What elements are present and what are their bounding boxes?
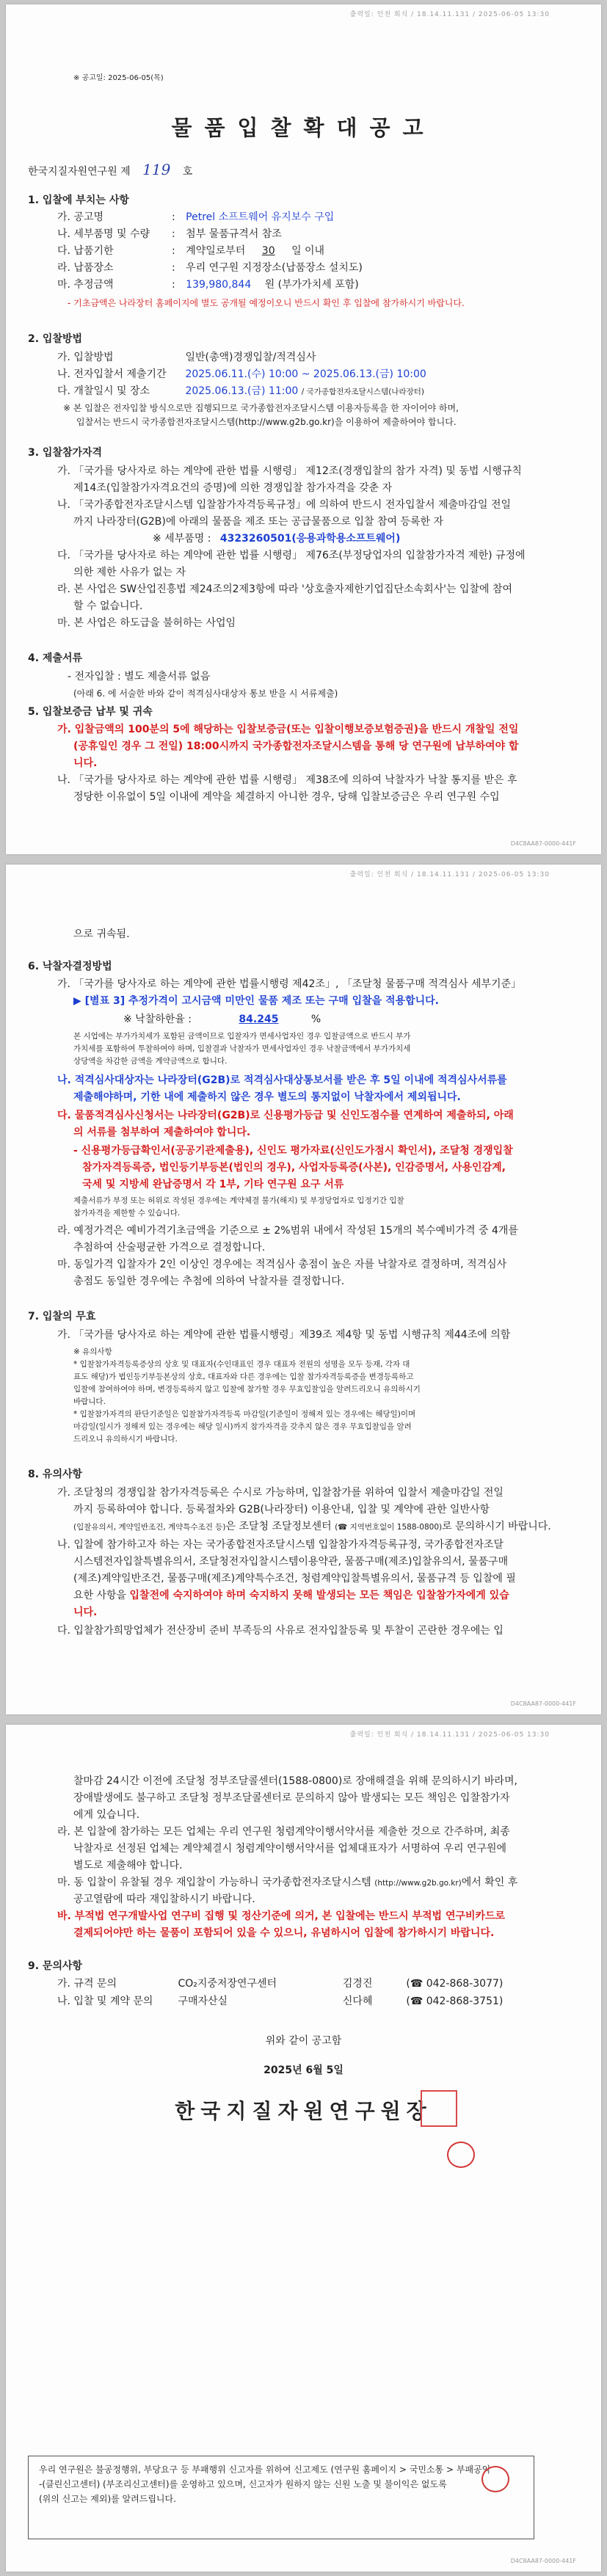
doc-code: D4C8AA87-0000-441F (510, 840, 576, 847)
row-value: 첨부 물품규격서 참조 (186, 228, 282, 240)
section-4-heading: 4. 제출서류 (28, 652, 83, 664)
page-title: 물품입찰확대공고 (171, 115, 436, 140)
caution-f-2: 결제되어야만 하는 물품이 포함되어 있을 수 있으니, 유념하시어 입찰에 참가하시기 바랍니다. (73, 1927, 495, 1939)
deposit-a-2: (공휴일인 경우 그 전일) 18:00시까지 국가종합전자조달시스템을 통해 당 연구원에 납부하여야 합 (73, 741, 519, 752)
row-value: 2025.06.13.(금) 11:00 (185, 385, 299, 397)
notice-number-prefix: 한국지질자원연구원 제 (28, 166, 131, 178)
section-9-heading: 9. 문의사항 (28, 1960, 83, 1972)
award-c-2: 의 서류를 첨부하여 제출하여야 합니다. (73, 1127, 251, 1138)
caution-e-1-url[interactable]: (http://www.g2b.go.kr) (374, 1879, 462, 1888)
deposit-b-3: 으로 귀속됨. (73, 928, 130, 940)
award-c-1: 다. 물품적격심사신청서는 나라장터(G2B)로 신용평가등급 및 신인도점수를 연계하여 제출하되, 아래 (57, 1110, 514, 1121)
row-value: 2025.06.11.(수) 10:00 ~ 2025.06.13.(금) 10:00 (185, 368, 426, 380)
contact-dept: 구매자산실 (178, 1995, 228, 2007)
invalid-a-1: 가. 「국가를 당사자로 하는 계약에 관한 법률시행령」제39조 제4항 및 동법 시행규칙 제44조에 의함 (57, 1329, 511, 1341)
qual-item (153, 531, 400, 547)
award-note-1: 본 시업에는 부가가치세가 포함된 금액이므로 입찰자가 면세사업자인 경우 입찰금액으로 반드시 부가 (73, 1032, 411, 1041)
colon: : (172, 228, 175, 240)
row-label: 나. 전자입찰서 제출기간 (57, 368, 167, 380)
qual-d-1: 라. 본 사업은 SW산업진흥법 제24조의2제3항에 따라 '상호출자제한기업집단소속회사'는 입찰에 참여 (57, 583, 513, 595)
contact-phone: (☎ 042-868-3077) (406, 1978, 504, 1990)
row-value: 계약일로부터 (186, 245, 246, 257)
caution-d-1: 라. 본 입찰에 참가하는 모든 업체는 우리 연구원 청렴계약이행서약서를 제출한 것으로 간주하며, 최종 (57, 1826, 510, 1838)
contact-label: 가. 규격 문의 (57, 1978, 117, 1990)
contact-row-spec (57, 1976, 503, 1993)
award-c-4: 참가자격등록증, 법인등기부등본(법인의 경우), 사업자등록증(사본), 인감증명서, 사용인감계, (82, 1162, 506, 1174)
award-rate-unit: % (310, 1014, 321, 1025)
invalid-note-1: * 입찰참가자격등록증상의 상호 및 대표자(수인대표인 경우 대표자 전원의 성명을 모두 등재, 각자 대 (73, 1360, 410, 1369)
caution-a-2 (73, 1502, 490, 1518)
colon: : (172, 279, 175, 291)
award-b-1: 나. 적격심사대상자는 나라장터(G2B)로 적격심사대상통보서를 받은 후 5일 이내에 적격심사서류를 (57, 1074, 507, 1086)
page-3 (6, 1725, 601, 2572)
row-value: Petrel 소프트웨어 유지보수 구입 (186, 211, 335, 223)
row-item-qty (57, 226, 282, 243)
bid-note-1: ※ 본 입찰은 전자입찰 방식으로만 집행되므로 국가종합전자조달시스템 이용자등록을 한 자이어야 하며, (63, 403, 459, 413)
deposit-a-1: 가. 입찰금액의 100분의 5에 해당하는 입찰보증금(또는 입찰이행보증보험증권)을 반드시 개찰일 전일 (57, 724, 519, 735)
print-stamp: 출력일: 인천 회식 / 18.14.11.131 / 2025-06-05 13:30 (349, 11, 550, 18)
page-1 (6, 4, 601, 854)
award-note-3: 상당액을 차감한 금액을 계약금액으로 합니다. (73, 1057, 228, 1066)
caution-e-1-end: 에서 확인 후 (461, 1877, 518, 1888)
caution-a-1: 가. 조달청의 경쟁입찰 참가자격등록은 수시로 가능하며, 입찰참가를 위하여 입찰서 제출마감일 전일 (57, 1487, 504, 1499)
caution-e-1 (57, 1874, 517, 1891)
approval-seal (447, 2142, 475, 2168)
section-3-heading: 3. 입찰참가자격 (28, 447, 103, 459)
invalid-note-5: * 입찰참가자격의 판단기준일은 입찰참가자격등록 마감일(기준일이 정해져 있는 경우에는 해당일)이며 (73, 1410, 416, 1419)
caution-a-3-end: 로 문의하시기 바랍니다. (442, 1521, 551, 1532)
caution-d-3: 별도로 제출해야 합니다. (73, 1860, 183, 1871)
caution-b-5: 니다. (73, 1607, 98, 1618)
qual-c-2: 의한 제한 사유가 없는 자 (73, 567, 186, 578)
docs-line-2: (아래 6. 에 서술한 바와 같이 적격심사대상자 통보 받을 시 서류제출) (73, 688, 338, 699)
caution-b-3: (제조)계약일반조건, 물품구매(제조)계약특수조건, 청렴계약입찰특별유의서, 물품규격 등 입찰에 필 (73, 1573, 516, 1584)
qual-item-prefix: ※ 세부품명 : (153, 533, 211, 545)
notice-number-suffix: 호 (182, 166, 193, 178)
row-label: 가. 공고명 (57, 211, 103, 223)
invalid-note-0: ※ 유의사항 (73, 1347, 112, 1356)
deposit-a-3: 니다. (73, 757, 98, 769)
row-bid-method (57, 349, 316, 366)
caution-a-3 (73, 1518, 551, 1535)
colon: : (172, 262, 175, 274)
caution-b-4 (73, 1587, 509, 1604)
invalid-note-3: 입찰에 참여하여야 하며, 변경등록하지 않고 입찰에 참가할 경우 무효입찰임을 알려드리오니 유의하시기 (73, 1385, 421, 1394)
approval-seal (481, 2466, 509, 2492)
colon: : (172, 245, 175, 257)
row-bid-period (57, 366, 426, 383)
notice-line: (위의 신고는 제외)를 알려드립니다. (39, 2494, 176, 2504)
award-a-1: 가. 「국가를 당사자로 하는 계약에 관한 법률시행령 제42조」, 「조달청 물품구매 적격심사 세부기준」 (57, 978, 522, 990)
award-c-6: 제출서류가 부정 또는 허위로 작성된 경우에는 계약체결 불가(해지) 및 부정당업자로 입정기간 입찰 (73, 1196, 404, 1205)
caution-e-2: 공고열람에 따라 재입찰하시기 바랍니다. (73, 1893, 255, 1905)
invalid-note-6: 마감일(일시가 정해져 있는 경우에는 해당 일시)까지 참가자격을 갖추지 않은 경우 무효입찰임을 알려 (73, 1422, 412, 1431)
award-note-2: 가치세를 포함하여 투찰하여야 하며, 입찰결과 낙찰자가 면세사업자인 경우 낙찰금액에서 부가가치세 (73, 1044, 411, 1053)
award-d-1: 라. 예정가격은 예비가격기초금액을 기준으로 ± 2%범위 내에서 작성된 15개의 복수예비가격 중 4개를 (57, 1225, 518, 1237)
anti-corruption-notice (28, 2456, 534, 2539)
notice-date: ※ 공고일: 2025-06-05(목) (73, 74, 164, 82)
invalid-note-2: 표도 해당)가 법인등기부등본상의 상호, 대표자와 다른 경우에는 입찰 참가자격등록증을 변경등록하고 (73, 1372, 414, 1381)
row-label: 라. 납품장소 (57, 262, 114, 274)
qual-c-1: 다. 「국가를 당사자로 하는 계약에 관한 법률 시행령」 제76조(부정당업자의 입찰참가자격 제한) 규정에 (57, 550, 526, 561)
colon: : (172, 211, 175, 223)
award-rate-prefix: ※ 낙찰하한율 : (123, 1014, 192, 1025)
invalid-note-4: 바랍니다. (73, 1397, 106, 1406)
row-label: 나. 세부품명 및 수량 (57, 228, 150, 240)
print-stamp: 출력일: 인천 회식 / 18.14.11.131 / 2025-06-05 13:30 (349, 871, 550, 878)
row-estimated-price (57, 277, 359, 294)
award-a-2: ▶ [별표 3] 추정가격이 고시금액 미만인 물품 제조 또는 구매 입찰을 적용합니다. (73, 995, 439, 1007)
award-rate-value: 84.245 (239, 1014, 279, 1025)
notice-line: -(클린신고센터) (부조리신고센터)를 운영하고 있으며, 신고자가 원하지 않는 신원 노출 및 불이익은 없도록 (39, 2479, 447, 2489)
caution-e-1-text: 마. 동 입찰이 유찰될 경우 재입찰이 가능하니 국가종합전자조달시스템 (57, 1877, 371, 1888)
caution-c-1: 다. 입찰참가희망업체가 전산장비 준비 부족등의 사유로 전자입찰등록 및 투찰이 곤란한 경우에는 입 (57, 1625, 504, 1637)
section-8-heading: 8. 유의사항 (28, 1469, 83, 1480)
caution-a-2-text: 까지 등록하여야 합니다. 등록절차와 G2B(나라장터) 이용안내, 입찰 및 계약에 관한 일반사항 (73, 1504, 490, 1516)
contact-row-bid (57, 1993, 503, 2010)
row-notice-name (57, 209, 334, 226)
section-7-heading: 7. 입찰의 무효 (28, 1311, 96, 1322)
deposit-b-1: 나. 「국가를 당사자로 하는 계약에 관한 법률 시행령」 제38조에 의하여 낙찰자가 낙찰 통지를 받은 후 (57, 774, 517, 786)
official-seal (421, 2090, 457, 2127)
row-label: 다. 개찰일시 및 장소 (57, 385, 150, 397)
row-value: 우리 연구원 지정장소(납품장소 설치도) (186, 262, 363, 274)
qual-item-code: 4323260501(응용과학용소프트웨어) (219, 533, 401, 545)
qual-d-2: 할 수 없습니다. (73, 600, 143, 612)
row-value-suffix: 일 이내 (291, 245, 325, 257)
caution-b-1: 나. 입찰에 참가하고자 하는 자는 국가종합전자조달시스템 입찰참가자격등록규정, 국가종합전자조달 (57, 1539, 504, 1551)
closing-line: 위와 같이 공고함 (265, 2035, 342, 2047)
section-5-heading: 5. 입찰보증금 납부 및 귀속 (28, 706, 153, 718)
award-d-2: 추첨하여 산술평균한 가격으로 결정합니다. (73, 1242, 266, 1254)
award-c-5: 국세 및 지방세 완납증명서 각 1부, 기타 연구원 요구 서류 (82, 1179, 344, 1190)
invalid-note-7: 드리오니 유의하시기 바랍니다. (73, 1435, 178, 1444)
qual-a-1: 가. 「국가를 당사자로 하는 계약에 관한 법률 시행령」 제12조(경쟁입찰의 참가 자격) 및 동법 시행규칙 (57, 465, 522, 477)
closing-org: 한국지질자원연구원장 (175, 2099, 432, 2123)
qual-a-2: 제14조(입찰참가자격요건의 증명)에 의한 경쟁입찰 참가자격을 갖춘 자 (73, 482, 393, 494)
contact-name: 김경진 (342, 1978, 373, 1990)
bid-note-2: 입찰서는 반드시 국가종합전자조달시스템(http://www.g2b.go.kr)을 이용하여 제출하여야 합니다. (76, 417, 457, 427)
row-delivery-place (57, 260, 363, 277)
caution-b-2: 시스템전자입찰특별유의서, 조달청전자입찰시스템이용약관, 물품구매(제조)입찰유의서, 물품구매 (73, 1556, 509, 1568)
row-delivery-term (57, 243, 324, 260)
page-2 (6, 865, 601, 1714)
caution-c-4: 에게 있습니다. (73, 1809, 140, 1821)
print-stamp: 출력일: 인천 회식 / 18.14.11.131 / 2025-06-05 13:30 (349, 1731, 550, 1739)
section-1-heading: 1. 입찰에 부치는 사항 (28, 194, 129, 206)
qual-b-2: 까지 나라장터(G2B)에 아래의 물품을 제조 또는 공급물품으로 입찰 참여 등록한 자 (73, 516, 444, 528)
contact-name: 신다혜 (342, 1995, 373, 2007)
caution-b-4-red: 입찰전에 숙지하여야 하며 숙지하지 못해 발생되는 모든 책임은 입찰참가자에게 있습 (129, 1590, 509, 1601)
doc-code: D4C8AA87-0000-441F (510, 1700, 576, 1707)
docs-line-1: - 전자입찰 : 별도 제출서류 없음 (68, 671, 211, 683)
caution-a-3-small: (☎ 지역번호없이 1588-0800) (335, 1523, 443, 1532)
row-value-days: 30 (261, 245, 275, 257)
contact-label: 나. 입찰 및 계약 문의 (57, 1995, 153, 2007)
row-value-small: / 국가종합전자조달시스템(나라장터) (301, 388, 424, 396)
notice-line: 우리 연구원은 불공정행위, 부당요구 등 부패행위 신고자를 위하여 신고제도 (연구원 홈페이지 > 국민소통 > 부패공익 (39, 2464, 491, 2475)
qual-b-1: 나. 「국가종합전자조달시스템 입찰참가자격등록규정」에 의하여 반드시 전자입찰서 제출마감일 전일 (57, 499, 512, 511)
row-value-suffix: 원 (부가가치세 포함) (264, 279, 359, 291)
row-value: 일반(총액)경쟁입찰/적격심사 (185, 352, 316, 363)
caution-c-2: 찰마감 24시간 이전에 조달청 정부조달콜센터(1588-0800)로 장애해결을 위해 문의하시기 바라며, (73, 1775, 517, 1787)
award-e-2: 총점도 동일한 경우에는 추첨에 의하여 낙찰자를 결정합니다. (73, 1276, 345, 1287)
deposit-b-2: 정당한 이유없이 5일 이내에 계약을 체결하지 아니한 경우, 당해 입찰보증금은 우리 연구원 수입 (73, 791, 500, 803)
doc-code: D4C8AA87-0000-441F (510, 2558, 576, 2564)
row-label: 가. 입찰방법 (57, 352, 114, 363)
caution-c-3: 장애발생에도 불구하고 조달청 정부조달콜센터로 문의하지 않아 발생되는 모든 책임은 입찰참가자 (73, 1792, 510, 1804)
award-b-2: 제출해야하며, 기한 내에 제출하지 않은 경우 별도의 통지없이 낙찰자에서 제외됩니다. (73, 1091, 461, 1103)
row-label: 마. 추정금액 (57, 279, 114, 291)
row-label: 다. 납품기한 (57, 245, 114, 257)
base-price-note: - 기초금액은 나라장터 홈페이지에 별도 공개될 예정이오니 반드시 확인 후 입찰에 참가하시기 바랍니다. (68, 298, 465, 308)
caution-a-2-small: (입찰유의서, 계약일반조건, 계약특수조건 등) (73, 1523, 226, 1532)
closing-date: 2025년 6월 5일 (263, 2064, 344, 2076)
row-opening (57, 383, 424, 400)
caution-a-3-text: 조달청 조달정보센터 (239, 1521, 332, 1532)
caution-d-2: 낙찰자로 선정된 업체는 계약체결시 청렴계약이행서약서를 업체대표자가 서명하여 우리 연구원에 (73, 1843, 507, 1855)
notice-number (28, 161, 192, 181)
qual-e: 마. 본 사업은 하도급을 불허하는 사업임 (57, 617, 236, 629)
section-2-heading: 2. 입찰방법 (28, 333, 83, 345)
section-6-heading: 6. 낙찰자결정방법 (28, 961, 112, 972)
caution-a-2-end: 은 (225, 1521, 236, 1532)
award-c-7: 참가자격을 제한할 수 있습니다. (73, 1209, 181, 1218)
award-e-1: 마. 동일가격 입찰자가 2인 이상인 경우에는 적격심사 총점이 높은 자를 낙찰자로 결정하며, 적격심사 (57, 1259, 507, 1270)
contact-dept: CO₂지중저장연구센터 (178, 1978, 277, 1990)
award-c-3: - 신용평가등급확인서(공공기관제출용), 신인도 평가자료(신인도가점시 확인서), 조달청 경쟁입찰 (73, 1145, 513, 1157)
caution-f-1: 바. 부적법 연구개발사업 연구비 집행 및 정산기준에 의거, 본 입찰에는 반드시 부적법 연구비카드로 (57, 1910, 506, 1922)
contact-phone: (☎ 042-868-3751) (406, 1995, 504, 2007)
award-rate (123, 1011, 321, 1028)
notice-number-handwritten: 119 (142, 161, 171, 178)
row-value: 139,980,844 (186, 279, 252, 291)
caution-b-4-text: 요한 사항을 (73, 1590, 127, 1601)
